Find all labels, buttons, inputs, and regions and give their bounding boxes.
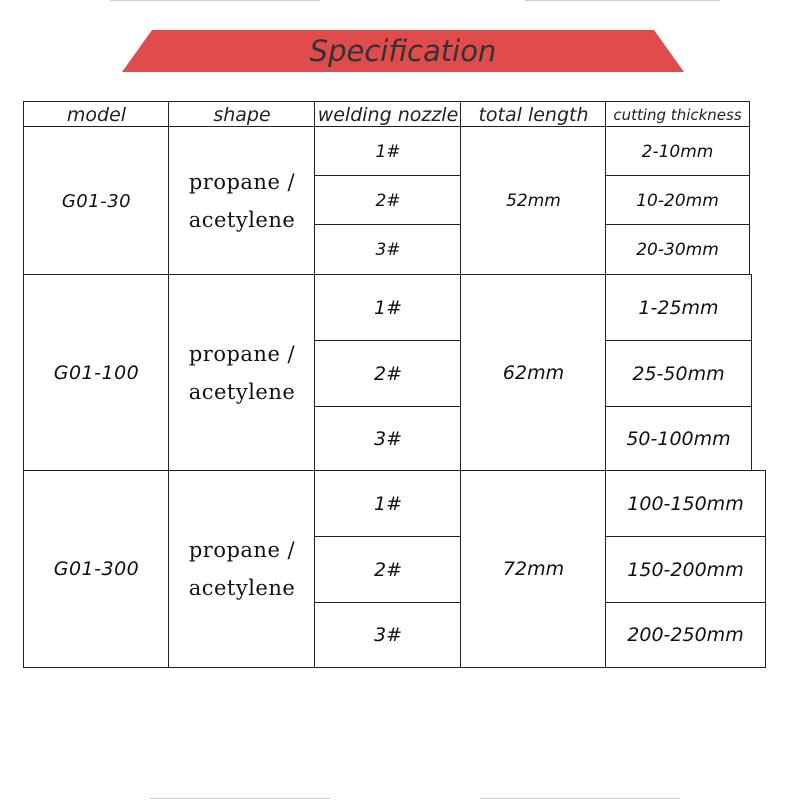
thickness-cell: 2-10mm [605, 126, 750, 177]
thickness-cell: 150-200mm [605, 536, 766, 604]
shape-cell [168, 470, 316, 668]
header-welding-nozzle: welding nozzle [314, 101, 462, 128]
thickness-cell: 10-20mm [605, 175, 750, 226]
thickness-cell: 100-150mm [605, 470, 766, 538]
nozzle-cell: 2# [314, 340, 462, 408]
length-cell: 72mm [460, 470, 607, 668]
thickness-cell: 1-25mm [605, 274, 752, 342]
length-cell: 52mm [460, 126, 607, 276]
model-cell: G01-100 [23, 274, 170, 472]
top-divider-left [110, 0, 320, 1]
page-title: Specification [309, 34, 497, 68]
length-cell: 62mm [460, 274, 607, 472]
shape-line: propane / [188, 538, 296, 562]
shape-cell [168, 126, 316, 276]
nozzle-cell: 1# [314, 470, 462, 538]
header-cutting-thickness: cutting thickness [605, 101, 750, 128]
thickness-cell: 25-50mm [605, 340, 752, 408]
nozzle-cell: 2# [314, 175, 462, 226]
thickness-cell: 50-100mm [605, 406, 752, 472]
nozzle-cell: 1# [314, 126, 462, 177]
nozzle-cell: 3# [314, 224, 462, 276]
header-shape: shape [168, 101, 316, 128]
model-cell: G01-300 [23, 470, 170, 668]
shape-line: acetylene [188, 380, 296, 404]
top-divider-right [525, 0, 720, 1]
shape-line: acetylene [188, 208, 296, 232]
nozzle-cell: 1# [314, 274, 462, 342]
header-model: model [23, 101, 170, 128]
shape-line: propane / [188, 342, 296, 366]
shape-line: propane / [188, 170, 296, 194]
model-cell: G01-30 [23, 126, 170, 276]
shape-cell [168, 274, 316, 472]
header-total-length: total length [460, 101, 607, 128]
nozzle-cell: 3# [314, 406, 462, 472]
nozzle-cell: 3# [314, 602, 462, 668]
bottom-divider-right [480, 798, 680, 799]
thickness-cell: 200-250mm [605, 602, 766, 668]
shape-line: acetylene [188, 576, 296, 600]
thickness-cell: 20-30mm [605, 224, 750, 276]
bottom-divider-left [150, 798, 330, 799]
title-banner [122, 30, 684, 72]
nozzle-cell: 2# [314, 536, 462, 604]
